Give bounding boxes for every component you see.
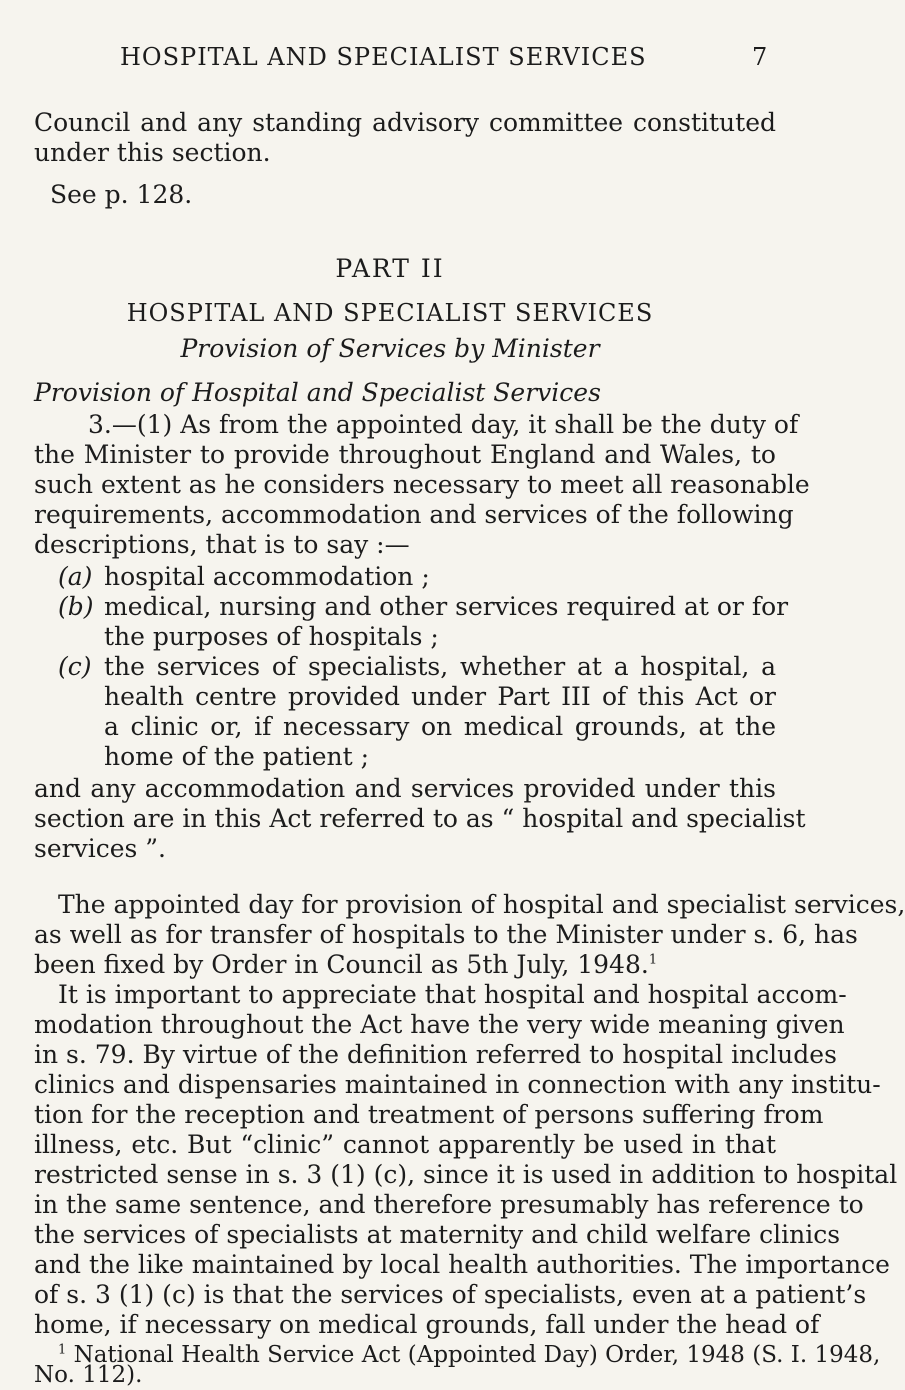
item-marker: (b) [58,592,94,621]
intro-line-2: under this section. [34,138,271,167]
footnote-text: National Health Service Act (Appointed Day) Order, 1948 (S. I. 1948, [73,1342,881,1368]
footnote-reference: 1 [648,952,658,968]
section-line: such extent as he considers necessary to meet all reasonable [34,470,810,499]
section-heading: Provision of Hospital and Specialist Services [34,378,601,407]
commentary-line: clinics and dispensaries maintained in connection with any institu- [34,1070,881,1099]
section-line: requirements, accommodation and services of the following [34,500,794,529]
commentary-line: tion for the reception and treatment of persons suffering from [34,1100,824,1129]
item-line: health centre provided under Part III of this Act or [104,682,776,711]
footnote-line [58,1340,881,1370]
item-marker: (a) [58,562,93,591]
intro-line-1: Council and any standing advisory committee constituted [34,108,776,137]
commentary-line [34,950,657,980]
item-line: hospital accommodation ; [104,562,430,591]
commentary-line: in s. 79. By virtue of the definition referred to hospital includes [34,1040,837,1069]
closing-line: services ”. [34,834,166,863]
footnote-marker: 1 [58,1342,67,1358]
commentary-line: home, if necessary on medical grounds, fall under the head of [34,1310,820,1339]
closing-line: section are in this Act referred to as “ hospital and specialist [34,804,806,833]
footnote-line: No. 112). [34,1362,143,1388]
closing-line: and any accommodation and services provided under this [34,774,776,803]
item-line: the purposes of hospitals ; [104,622,439,651]
commentary-line: The appointed day for provision of hospital and specialist services, [58,890,905,919]
see-reference: See p. 128. [50,180,193,209]
commentary-line: of s. 3 (1) (c) is that the services of specialists, even at a patient’s [34,1280,867,1309]
part-title: HOSPITAL AND SPECIALIST SERVICES [126,299,654,327]
commentary-line: the services of specialists at maternity and child welfare clinics [34,1220,841,1249]
section-line: 3.—(1) As from the appointed day, it shall be the duty of [88,410,799,439]
commentary-line: illness, etc. But “clinic” cannot apparently be used in that [34,1130,776,1159]
item-marker: (c) [58,652,92,681]
running-header [120,42,647,72]
commentary-line: modation throughout the Act have the very wide meaning given [34,1010,845,1039]
section-line: the Minister to provide throughout England and Wales, to [34,440,776,469]
commentary-text: been fixed by Order in Council as 5th July, 1948. [34,950,649,979]
item-line: home of the patient ; [104,742,370,771]
commentary-line: restricted sense in s. 3 (1) (c), since it is used in addition to hospital [34,1160,898,1189]
commentary-line: in the same sentence, and therefore presumably has reference to [34,1190,864,1219]
commentary-line: as well as for transfer of hospitals to the Minister under s. 6, has [34,920,858,949]
item-line: the services of specialists, whether at a hospital, a [104,652,776,681]
part-subtitle: Provision of Services by Minister [180,334,600,363]
commentary-line: It is important to appreciate that hospital and hospital accom- [58,980,847,1009]
page-number: 7 [752,43,769,71]
section-line: descriptions, that is to say :— [34,530,410,559]
part-label: PART II [335,254,445,283]
commentary-line: and the like maintained by local health authorities. The importance [34,1250,890,1279]
item-line: a clinic or, if necessary on medical grounds, at the [104,712,776,741]
item-line: medical, nursing and other services required at or for [104,592,789,621]
running-header-title: HOSPITAL AND SPECIALIST SERVICES [120,43,647,71]
